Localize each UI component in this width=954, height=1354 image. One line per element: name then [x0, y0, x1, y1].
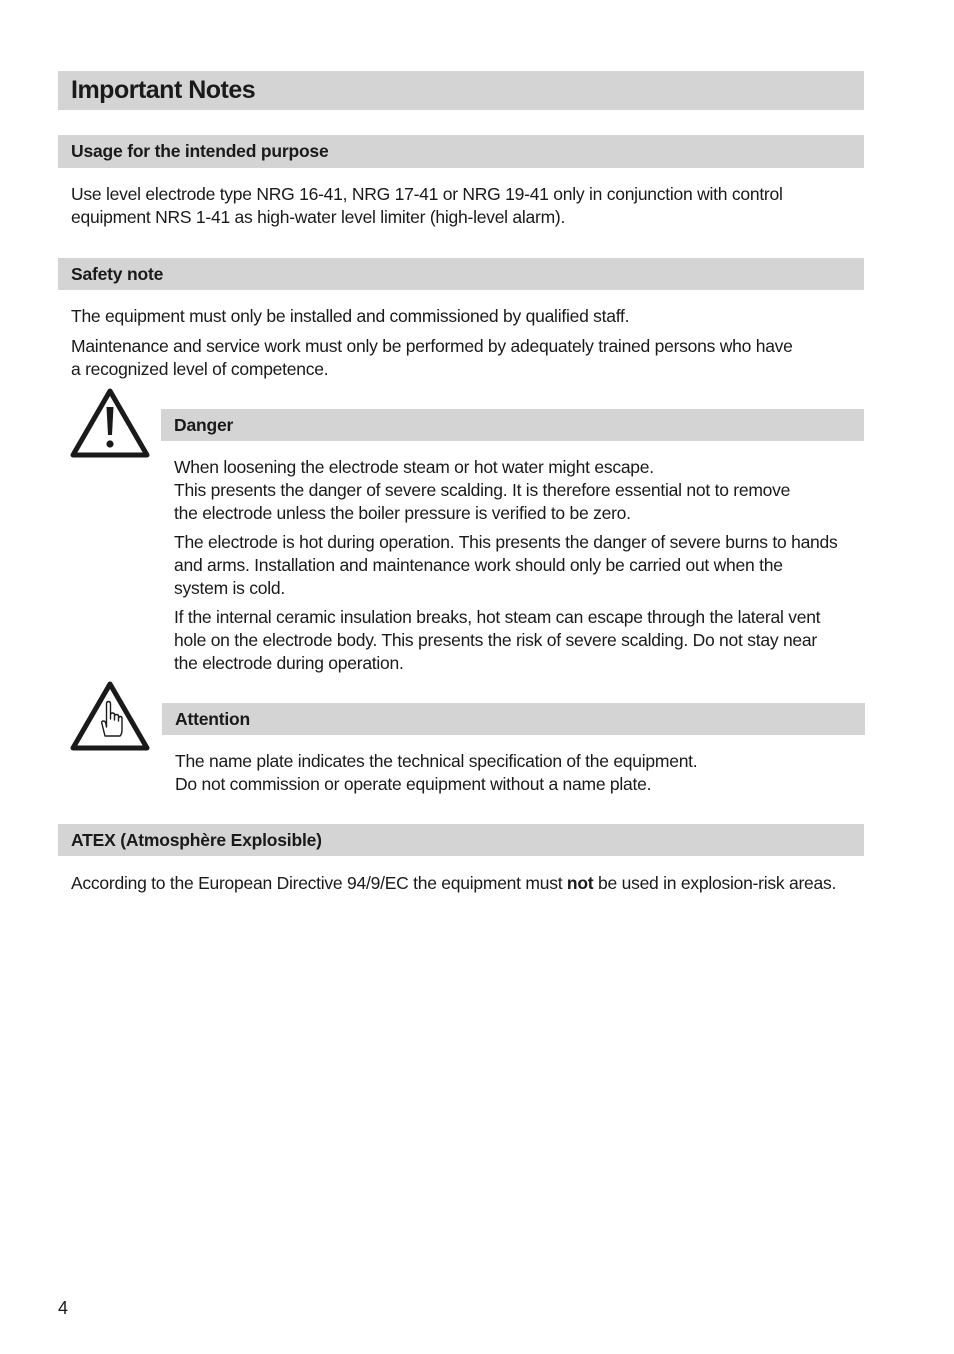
danger-line: hole on the electrode body. This presents the risk of severe scalding. Do not stay near: [174, 630, 817, 650]
attention-hand-icon: [69, 680, 151, 752]
danger-line: If the internal ceramic insulation breaks, hot steam can escape through the lateral vent: [174, 607, 821, 627]
section-heading-attention-text: Attention: [175, 708, 250, 729]
atex-text-after: be used in explosion-risk areas.: [593, 873, 837, 893]
safety-line: Maintenance and service work must only be performed by adequately trained persons who have: [71, 336, 793, 356]
attention-line: The name plate indicates the technical specification of the equipment.: [175, 751, 698, 771]
section-heading-attention: [162, 703, 865, 735]
danger-line: system is cold.: [174, 578, 285, 598]
safety-line: a recognized level of competence.: [71, 359, 329, 379]
safety-paragraph-1: [71, 305, 629, 328]
section-heading-danger: [161, 409, 864, 441]
warning-exclamation-icon: [69, 387, 151, 459]
danger-line: The electrode is hot during operation. This presents the danger of severe burns to hands: [174, 532, 838, 552]
section-heading-atex-text: ATEX (Atmosphère Explosible): [71, 829, 322, 850]
section-heading-safety: [58, 258, 864, 290]
danger-paragraph-3: [174, 606, 820, 675]
usage-paragraph: [71, 183, 783, 229]
danger-line: This presents the danger of severe scalding. It is therefore essential not to remove: [174, 480, 791, 500]
danger-line: the electrode unless the boiler pressure is verified to be zero.: [174, 503, 631, 523]
page-number: 4: [58, 1298, 69, 1318]
danger-line: When loosening the electrode steam or hot water might escape.: [174, 457, 654, 477]
atex-paragraph: [71, 872, 836, 895]
danger-line: the electrode during operation.: [174, 653, 404, 673]
attention-paragraph: [175, 750, 697, 796]
atex-line: [71, 872, 836, 895]
section-heading-usage-text: Usage for the intended purpose: [71, 141, 329, 161]
danger-paragraph-2: [174, 531, 838, 600]
danger-line: and arms. Installation and maintenance work should only be carried out when the: [174, 555, 783, 575]
safety-paragraph-2: [71, 335, 793, 381]
section-heading-danger-text: Danger: [174, 414, 234, 435]
usage-line: Use level electrode type NRG 16-41, NRG 17-41 or NRG 19-41 only in conjunction with control: [71, 184, 783, 204]
attention-line: Do not commission or operate equipment without a name plate.: [175, 774, 652, 794]
page-title-text: Important Notes: [71, 76, 256, 104]
section-heading-safety-text: Safety note: [71, 263, 164, 284]
atex-text-before: According to the European Directive 94/9/EC the equipment must: [71, 873, 567, 893]
atex-text-bold: not: [566, 873, 594, 893]
safety-line: The equipment must only be installed and commissioned by qualified staff.: [71, 306, 630, 326]
danger-paragraph-1: [174, 456, 790, 525]
usage-line: equipment NRS 1-41 as high-water level limiter (high-level alarm).: [71, 207, 566, 227]
section-heading-usage: [58, 135, 864, 168]
page-title: [58, 71, 864, 110]
section-heading-atex: [58, 824, 864, 856]
